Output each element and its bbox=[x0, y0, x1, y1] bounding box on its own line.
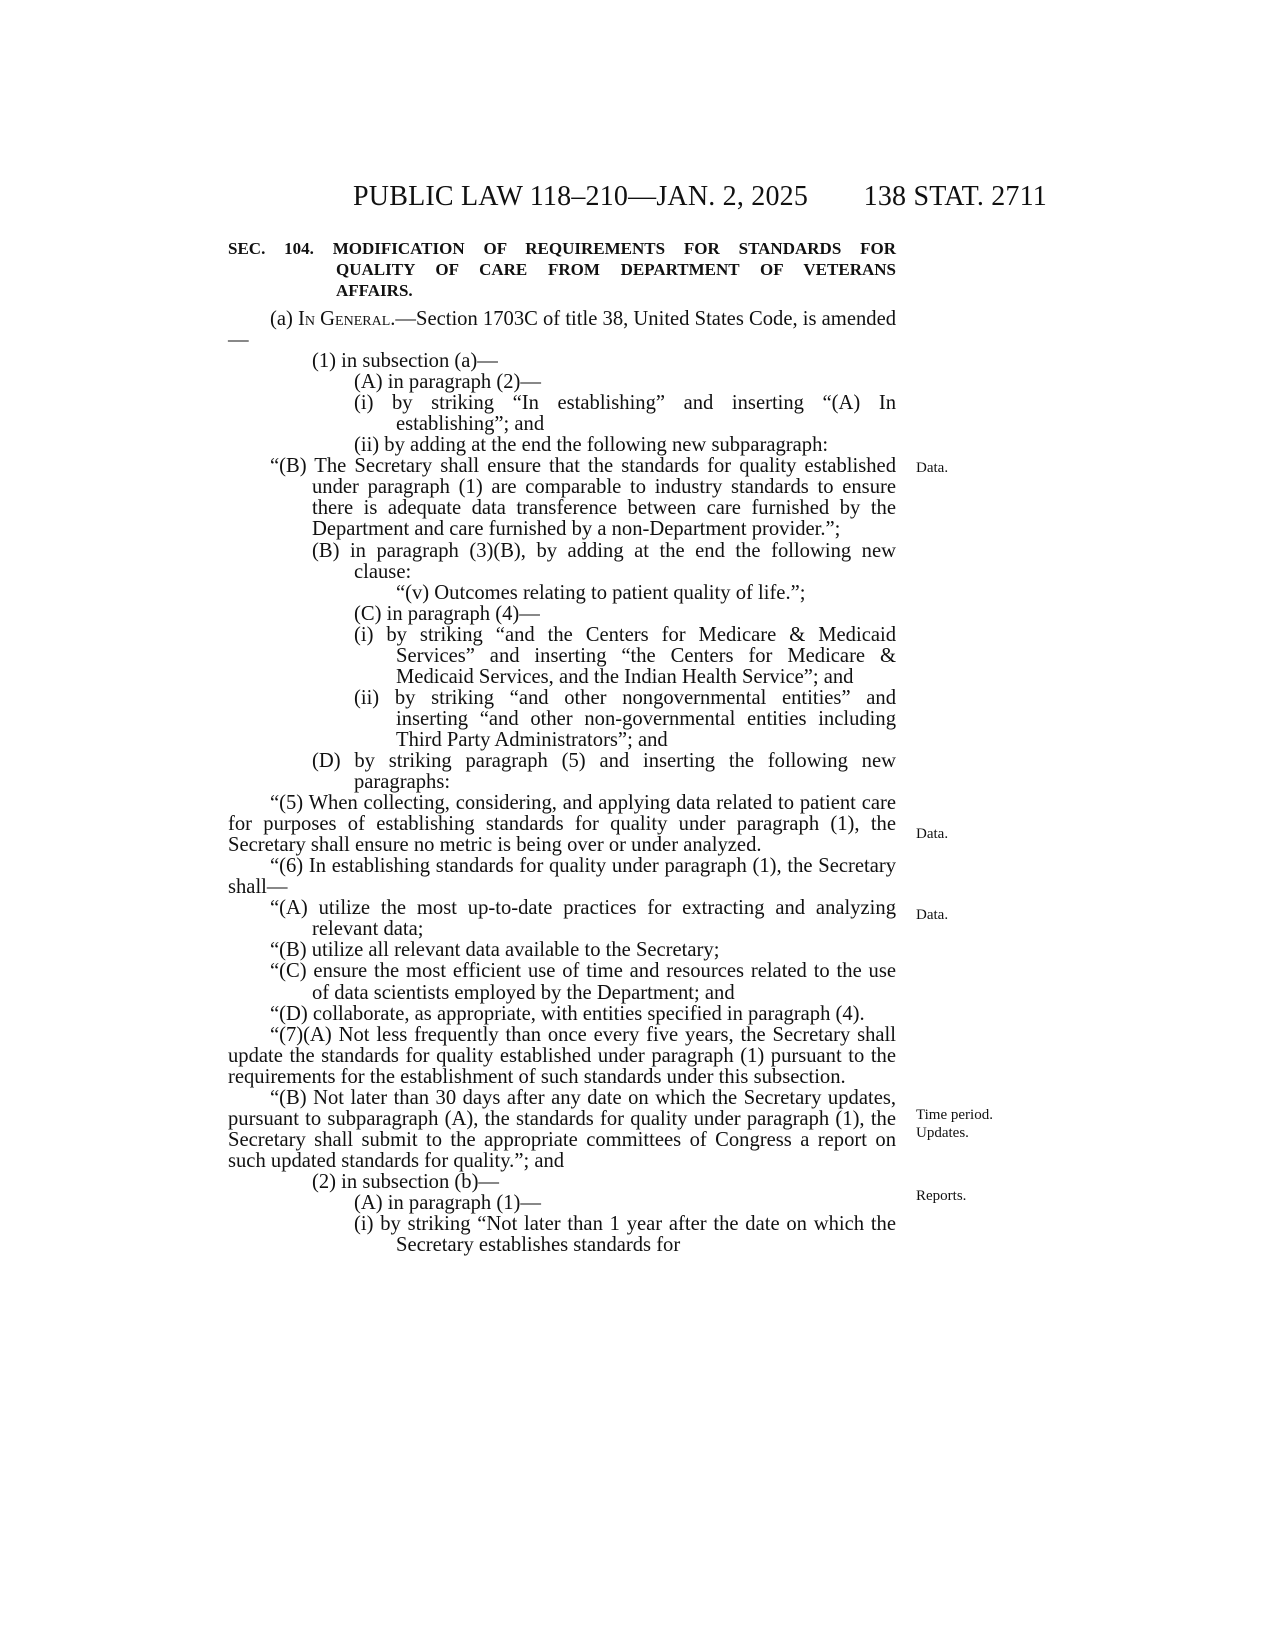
clause-2a-i: (i) by striking “Not later than 1 year after the date on which the Secretary establishes standards for bbox=[354, 1213, 896, 1257]
quoted-paragraph-6: “(6) In establishing standards for quality under paragraph (1), the Secretary shall— bbox=[228, 855, 896, 899]
quoted-6b: “(B) utilize all relevant data available to the Secretary; bbox=[270, 939, 720, 962]
quoted-paragraph-5: “(5) When collecting, considering, and applying data related to patient care for purposes of establishing standards for quality under paragraph (1), the Secretary shall ensure no metric is being over or under analyzed. bbox=[228, 792, 896, 857]
subsection-a bbox=[228, 309, 896, 351]
clause-1a-i: (i) by striking “In establishing” and inserting “(A) In establishing”; and bbox=[354, 392, 896, 436]
clause-1c-ii: (ii) by striking “and other nongovernmental entities” and inserting “and other non-governmental entities including Third Party Administrators”; and bbox=[354, 686, 896, 751]
margin-note-reports: Reports. bbox=[916, 1188, 967, 1204]
margin-note-data: Data. bbox=[916, 460, 949, 476]
margin-note-data: Data. bbox=[916, 907, 949, 923]
quoted-6d: “(D) collaborate, as appropriate, with entities specified in paragraph (4). bbox=[270, 1002, 865, 1025]
subparagraph-1c: (C) in paragraph (4)— bbox=[354, 602, 540, 625]
paragraph-2: (2) in subsection (b)— bbox=[312, 1170, 500, 1193]
subparagraph-1b: (B) in paragraph (3)(B), by adding at the end the following new clause: bbox=[312, 539, 896, 583]
section-heading-line-1: SEC. 104. MODIFICATION OF REQUIREMENTS FOR STANDARDS FOR bbox=[228, 239, 896, 258]
quoted-7a: “(7)(A) Not less frequently than once every five years, the Secretary shall update the standards for quality established under paragraph (1) pursuant to the requirements for the establishment of such standards under this subsection. bbox=[228, 1023, 896, 1088]
section-heading bbox=[228, 238, 896, 301]
subsection-a-text: .—Section 1703C of title 38, United States Code, is amended— bbox=[228, 308, 897, 352]
subparagraph-1a: (A) in paragraph (2)— bbox=[354, 371, 541, 394]
clause-1a-ii: (ii) by adding at the end the following new subparagraph: bbox=[354, 434, 829, 457]
margin-note-updates: Updates. bbox=[916, 1125, 969, 1141]
section-heading-line-2: QUALITY OF CARE FROM DEPARTMENT OF VETERANS bbox=[336, 260, 896, 279]
page-stat-citation: 138 STAT. 2711 bbox=[863, 181, 1047, 212]
quoted-7b: “(B) Not later than 30 days after any date on which the Secretary updates, pursuant to subparagraph (A), the standards for quality under paragraph (1), the Secretary shall submit to the appropriate committees of Congress a report on such updated standards for quality.”; and bbox=[228, 1086, 896, 1172]
subparagraph-1d: (D) by striking paragraph (5) and inserting the following new paragraphs: bbox=[312, 749, 896, 794]
quoted-clause-v: “(v) Outcomes relating to patient quality of life.”; bbox=[396, 581, 806, 604]
quoted-subparagraph-b: “(B) The Secretary shall ensure that the standards for quality established under paragraph (1) are comparable to industry standards to ensure there is adequate data transference between care furnished by the Department and care furnished by a non-Department provider.”; bbox=[270, 455, 896, 541]
subsection-a-label: (a) bbox=[270, 308, 299, 330]
clause-1c-i: (i) by striking “and the Centers for Medicare & Medicaid Services” and inserting “the Centers for Medicare & Medicaid Services, and the Indian Health Service”; and bbox=[354, 623, 896, 688]
quoted-6c: “(C) ensure the most efficient use of time and resources related to the use of data scientists employed by the Department; and bbox=[270, 960, 896, 1004]
margin-note-data: Data. bbox=[916, 826, 949, 842]
document-body bbox=[228, 309, 896, 1256]
section-heading-line-3: AFFAIRS. bbox=[336, 281, 413, 300]
quoted-6a: “(A) utilize the most up-to-date practices for extracting and analyzing relevant data; bbox=[270, 897, 896, 941]
margin-note-time-period: Time period. bbox=[916, 1107, 993, 1123]
running-header-title: PUBLIC LAW 118–210—JAN. 2, 2025 bbox=[353, 181, 809, 212]
paragraph-1: (1) in subsection (a)— bbox=[312, 350, 498, 373]
subsection-a-heading: In General bbox=[298, 308, 391, 330]
subparagraph-2a: (A) in paragraph (1)— bbox=[354, 1191, 541, 1214]
